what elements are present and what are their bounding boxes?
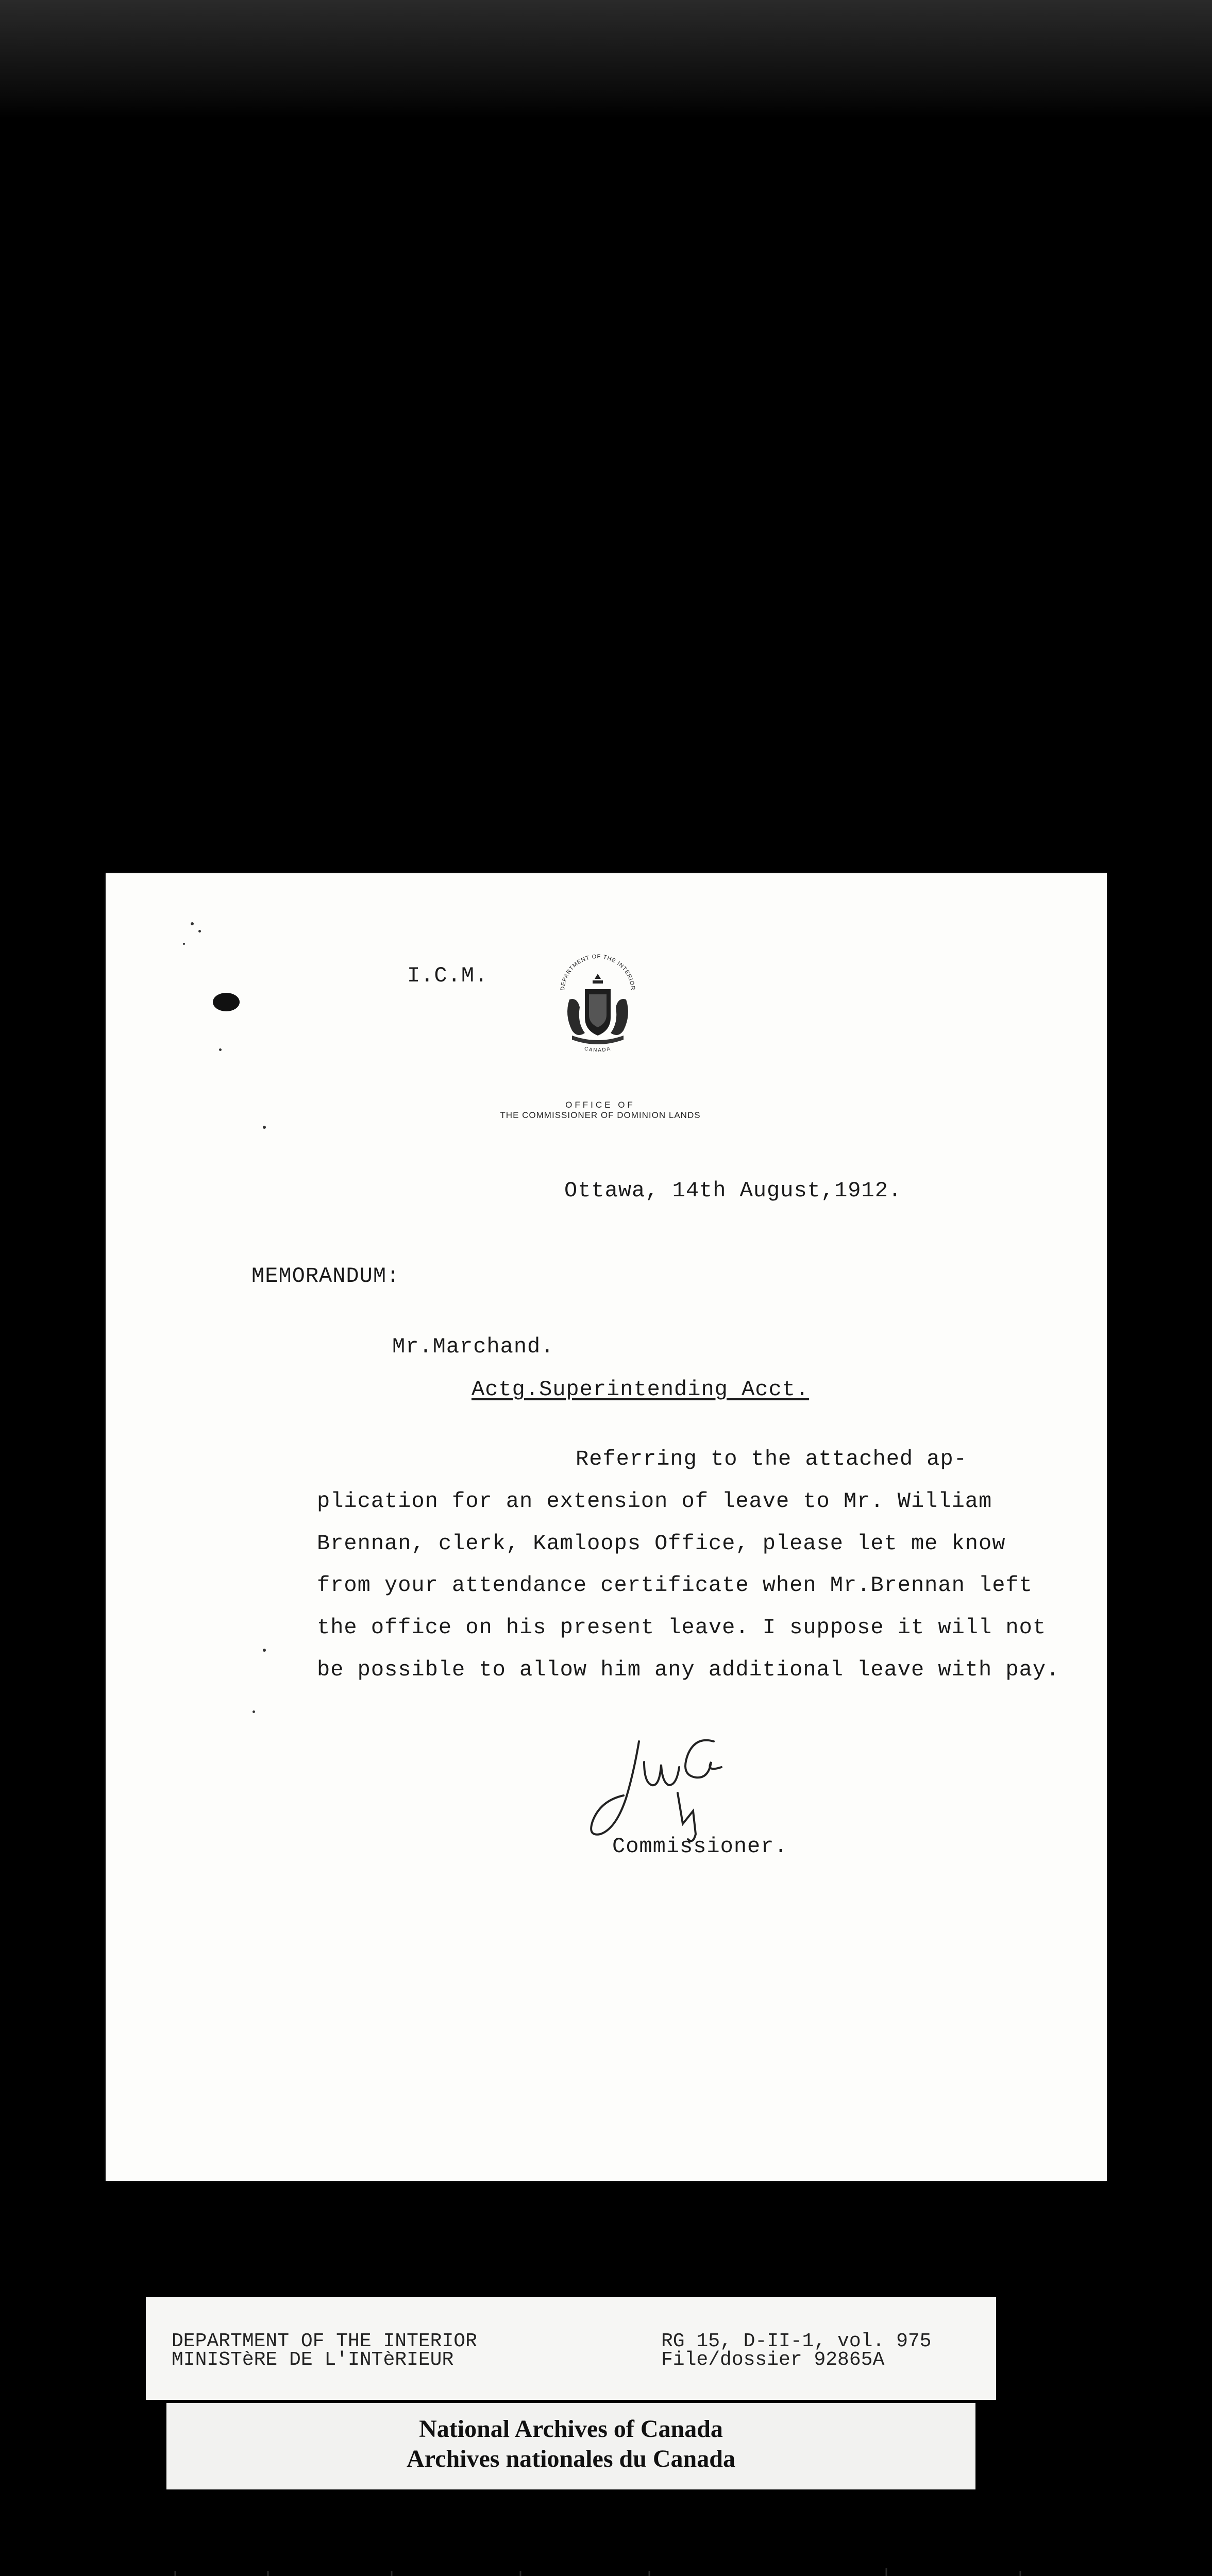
office-line-1: OFFICE OF (565, 1100, 635, 1110)
archive-reference-label (146, 2297, 996, 2400)
ink-blot (213, 993, 240, 1011)
body-line: plication for an extension of leave to Mr. William (317, 1489, 992, 1514)
film-scratches (0, 2545, 1212, 2576)
speck (252, 1710, 255, 1713)
microfilm-bottom-edge (0, 2545, 1212, 2576)
speck (263, 1126, 266, 1129)
crest-arc-text: DEPARTMENT OF THE INTERIOR (559, 953, 636, 991)
archives-name-en: National Archives of Canada (419, 2415, 723, 2443)
memorandum-letter (106, 873, 1107, 2181)
speck (263, 1649, 266, 1652)
national-archives-banner (166, 2403, 975, 2489)
record-group-reference: RG 15, D-II-1, vol. 975 (661, 2330, 932, 2352)
body-line: Brennan, clerk, Kamloops Office, please let me know (317, 1531, 1006, 1556)
department-name-fr: MINISTèRE DE L'INTèRIEUR (172, 2349, 454, 2371)
memorandum-heading: MEMORANDUM: (251, 1264, 400, 1289)
svg-text:DEPARTMENT OF THE INTERIOR (560, 954, 636, 991)
microfilm-top-edge (0, 0, 1212, 118)
signoff-title: Commissioner. (612, 1834, 788, 1859)
body-line: from your attendance certificate when Mr.Brennan left (317, 1573, 1033, 1598)
recipient-name: Mr.Marchand. (392, 1334, 554, 1359)
recipient-title: Actg.Superintending Acct. (472, 1377, 810, 1402)
speck (198, 930, 201, 933)
body-line: Referring to the attached ap- (576, 1447, 967, 1471)
svg-text:CANADA (584, 1046, 612, 1054)
office-line-2: THE COMMISSIONER OF DOMINION LANDS (500, 1110, 701, 1120)
body-line: the office on his present leave. I suppose it will not (317, 1615, 1047, 1640)
body-line: be possible to allow him any additional leave with pay. (317, 1657, 1060, 1682)
reference-initials: I.C.M. (407, 963, 489, 988)
archives-name-fr: Archives nationales du Canada (407, 2445, 735, 2472)
office-heading (435, 1100, 765, 1121)
date-line: Ottawa, 14th August,1912. (564, 1178, 902, 1203)
speck (191, 922, 194, 925)
coat-of-arms-icon (549, 951, 647, 1059)
department-name-en: DEPARTMENT OF THE INTERIOR (172, 2330, 477, 2352)
crest-bottom-text: CANADA (583, 1046, 612, 1054)
speck (219, 1048, 222, 1051)
handwritten-signature-icon (585, 1731, 760, 1850)
file-dossier-number: File/dossier 92865A (661, 2349, 885, 2371)
speck (183, 943, 185, 945)
